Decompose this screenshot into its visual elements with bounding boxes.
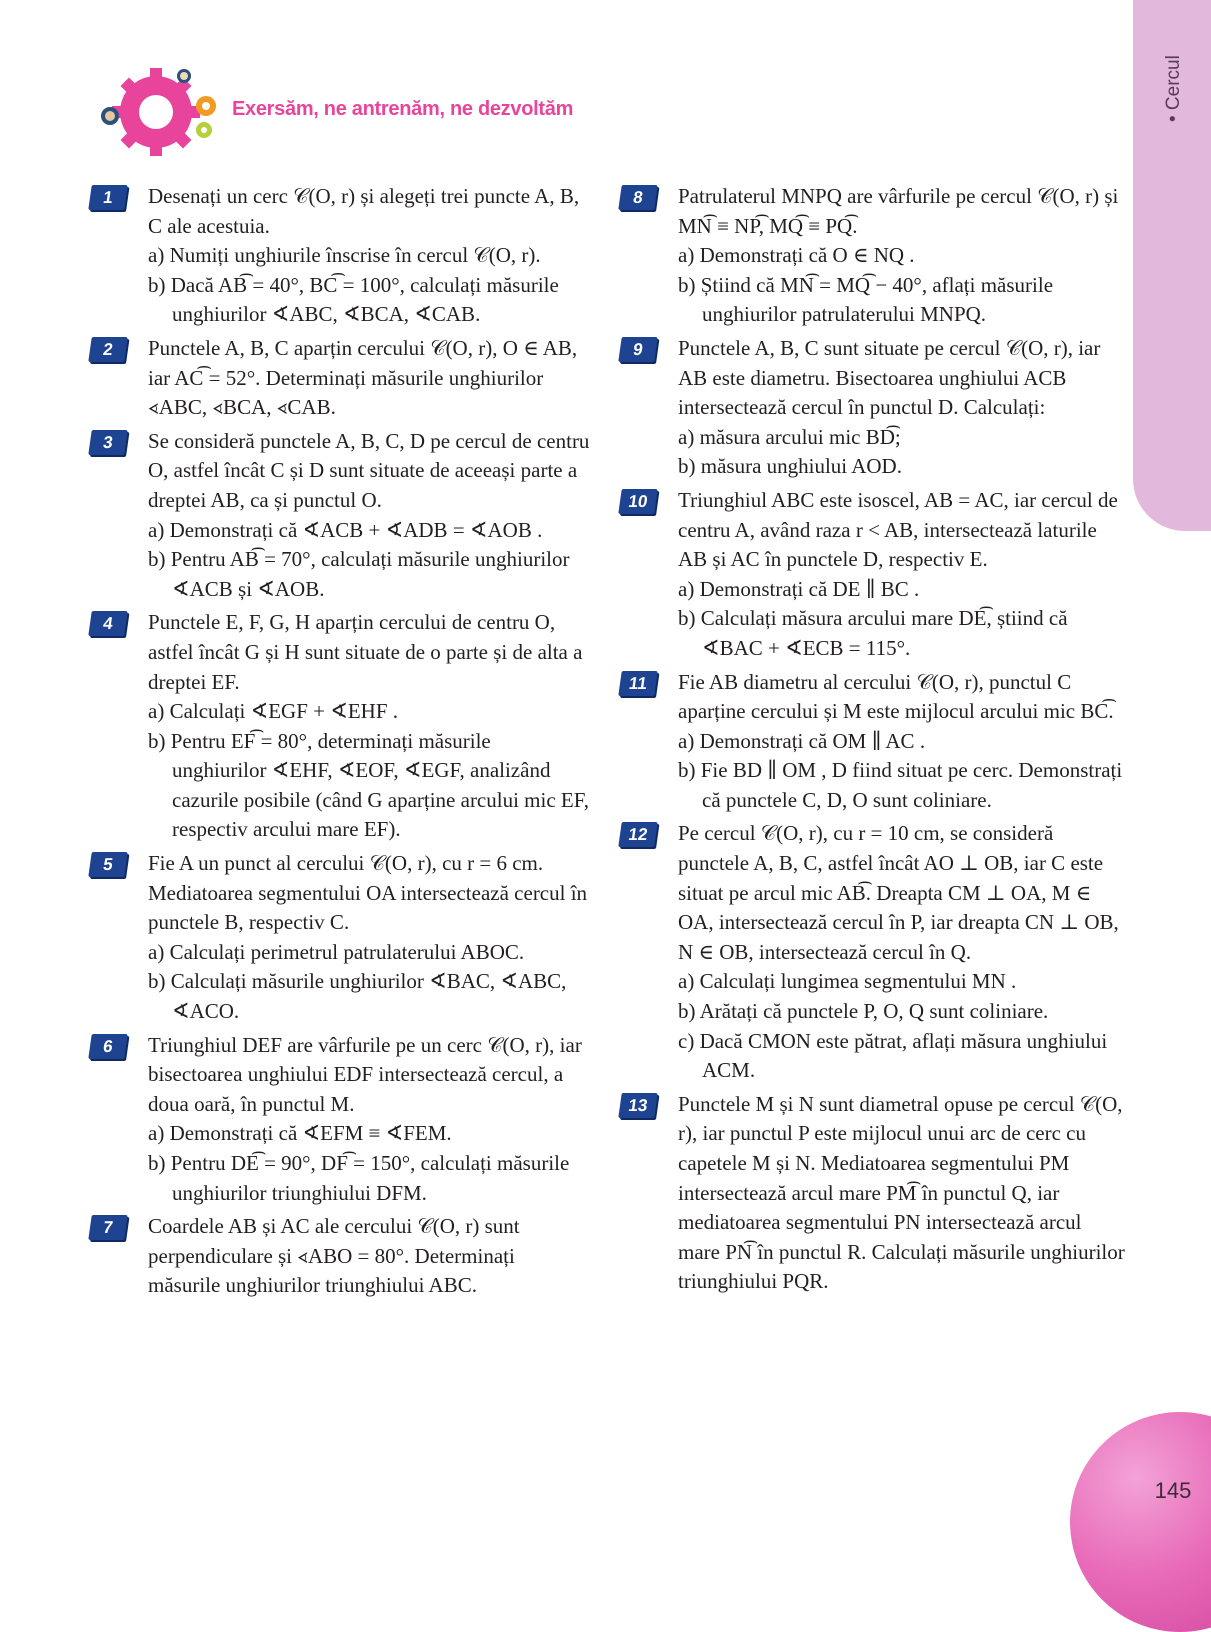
exercise-subitem: b) Pentru AB͡ = 70°, calculați măsurile unghiurilor ∢ACB și ∢AOB. <box>148 547 570 601</box>
exercise-statement: Triunghiul DEF are vârfurile pe un cerc 𝒞(O, r), iar bisectoarea unghiului EDF intersectează cercul, a doua oară, în punctul M. <box>148 1032 582 1116</box>
exercise-number-badge: 1 <box>88 185 128 210</box>
exercise-statement: Desenați un cerc 𝒞(O, r) și alegeți trei puncte A, B, C ale acestuia. <box>148 184 580 238</box>
exercise-number-badge: 2 <box>88 337 128 362</box>
exercise-statement: Punctele A, B, C aparțin cercului 𝒞(O, r), O ∈ AB, iar AC͡ = 52°. Determinați măsurile unghiurilor ∢ABC, ∢BCA, ∢CAB. <box>148 335 578 420</box>
exercise-9 <box>620 334 1125 482</box>
exercise-subitem: a) măsura arcului mic BD͡; <box>678 424 901 449</box>
exercise-column-right <box>620 182 1125 1301</box>
exercise-subitem: b) Știind că MN͡ = MQ͡ − 40°, aflați măsurile unghiurilor patrulaterului MNPQ. <box>678 272 1054 327</box>
exercise-subitem: a) Demonstrați că ∢ACB + ∢ADB = ∢AOB . <box>148 517 543 542</box>
exercise-number-badge: 8 <box>618 185 658 210</box>
corner-decoration <box>1070 1412 1211 1632</box>
exercise-statement: Coardele AB și AC ale cercului 𝒞(O, r) sunt perpendiculare și ∢ABO = 80°. Determinați măsurile unghiurilor triunghiului ABC. <box>148 1214 520 1298</box>
exercise-subitem: a) Calculați lungimea segmentului MN . <box>678 969 1017 994</box>
exercise-subitem: a) Demonstrați că O ∈ NQ . <box>678 243 915 268</box>
exercise-6 <box>90 1031 590 1209</box>
exercise-12 <box>620 819 1125 1085</box>
exercise-4 <box>90 608 590 845</box>
exercise-subitem: a) Demonstrați că OM ∥ AC . <box>678 728 926 753</box>
exercise-statement: Punctele M și N sunt diametral opuse pe cercul 𝒞(O, r), iar punctul P este mijlocul unui arc de cerc cu capetele M și N. Mediatoarea segmentului PM intersectează arcul mare PM͡ în punctul Q, iar mediatoarea segmentului PN intersectează arcul mare PN͡ în punctul R. Calculați măsurile unghiurilor triunghiului PQR. <box>678 1091 1125 1294</box>
exercise-subitem: c) Dacă CMON este pătrat, aflați măsura unghiului ACM. <box>678 1028 1108 1083</box>
exercise-subitem: a) Demonstrați că ∢EFM ≡ ∢FEM. <box>148 1121 452 1146</box>
exercise-statement: Punctele A, B, C sunt situate pe cercul 𝒞(O, r), iar AB este diametru. Bisectoarea unghiului ACB intersectează cercul în punctul D. Calculați: <box>678 335 1101 420</box>
exercise-5 <box>90 849 590 1027</box>
exercise-8 <box>620 182 1125 330</box>
exercise-1 <box>90 182 590 330</box>
exercise-subitem: a) Demonstrați că DE ∥ BC . <box>678 576 920 601</box>
exercise-subitem: b) Calculați măsurile unghiurilor ∢BAC, ∢ABC, ∢ACO. <box>148 969 567 1024</box>
exercise-subitem: b) Pentru DE͡ = 90°, DF͡ = 150°, calculați măsurile unghiurilor triunghiului DFM. <box>148 1151 570 1205</box>
exercise-subitem: b) Calculați măsura arcului mare DE͡, știind că ∢BAC + ∢ECB = 115°. <box>678 606 1068 660</box>
exercise-subitem: b) Fie BD ∥ OM , D fiind situat pe cerc. Demonstrați că punctele C, D, O sunt coliniare. <box>678 758 1123 812</box>
section-heading: Exersăm, ne antrenăm, ne dezvoltăm <box>232 98 574 120</box>
exercise-statement: Se consideră punctele A, B, C, D pe cercul de centru O, astfel încât C și D sunt situate de aceeași parte a dreptei AB, ca și punctul O. <box>148 428 590 512</box>
exercise-number-badge: 11 <box>618 671 658 696</box>
exercise-number-badge: 13 <box>618 1093 658 1118</box>
exercise-statement: Patrulaterul MNPQ are vârfurile pe cercul 𝒞(O, r) și MN͡ ≡ NP͡, MQ͡ ≡ PQ͡. <box>678 184 1119 238</box>
exercise-number-badge: 4 <box>88 611 128 636</box>
exercise-statement: Triunghiul ABC este isoscel, AB = AC, iar cercul de centru A, având raza r < AB, intersectează laturile AB și AC în punctele D, respectiv E. <box>678 487 1118 572</box>
exercise-subitem: a) Numiți unghiurile înscrise în cercul 𝒞(O, r). <box>148 243 541 268</box>
exercise-number-badge: 3 <box>88 430 128 455</box>
exercise-subitem: a) Calculați perimetrul patrulaterului ABOC. <box>148 939 525 964</box>
exercise-10 <box>620 486 1125 664</box>
exercise-statement: Fie AB diametru al cercului 𝒞(O, r), punctul C aparține cercului și M este mijlocul arcului mic BC͡. <box>678 669 1114 724</box>
exercise-2 <box>90 334 590 423</box>
exercise-number-badge: 10 <box>618 489 658 514</box>
exercise-statement: Punctele E, F, G, H aparțin cercului de centru O, astfel încât G și H sunt situate de o parte și de alta a dreptei EF. <box>148 610 583 694</box>
exercise-number-badge: 12 <box>618 822 658 847</box>
exercise-7 <box>90 1212 590 1301</box>
exercise-11 <box>620 668 1125 816</box>
exercise-subitem: a) Calculați ∢EGF + ∢EHF . <box>148 699 399 724</box>
exercise-subitem: b) măsura unghiului AOD. <box>678 454 902 479</box>
exercise-statement: Fie A un punct al cercului 𝒞(O, r), cu r = 6 cm. Mediatoarea segmentului OA intersectează cercul în punctele B, respectiv C. <box>148 851 588 935</box>
exercise-statement: Pe cercul 𝒞(O, r), cu r = 10 cm, se consideră punctele A, B, C, astfel încât AO ⊥ OB, iar C este situat pe arcul mic AB͡. Dreapta CM ⊥ OA, M ∈ OA, intersectează cercul în P, iar dreapta CN ⊥ OB, N ∈ OB, intersectează cercul în Q. <box>678 821 1119 964</box>
exercise-3 <box>90 427 590 605</box>
exercise-number-badge: 7 <box>88 1215 128 1240</box>
exercise-13 <box>620 1090 1125 1297</box>
gears-with-children-icon <box>86 64 226 164</box>
page-number: 145 <box>1154 1478 1192 1503</box>
exercise-number-badge: 6 <box>88 1034 128 1059</box>
exercise-column-left <box>90 182 590 1305</box>
chapter-label: • Cercul <box>1163 55 1184 122</box>
exercise-number-badge: 9 <box>618 337 658 362</box>
exercise-subitem: b) Arătați că punctele P, O, Q sunt coliniare. <box>678 999 1049 1024</box>
exercise-number-badge: 5 <box>88 852 128 877</box>
exercise-subitem: b) Dacă AB͡ = 40°, BC͡ = 100°, calculați măsurile unghiurilor ∢ABC, ∢BCA, ∢CAB. <box>148 272 559 327</box>
exercise-subitem: b) Pentru EF͡ = 80°, determinați măsurile unghiurilor ∢EHF, ∢EOF, ∢EGF, analizând cazurile posibile (când G aparține arcului mic EF, respectiv arcului mare EF). <box>148 728 589 842</box>
